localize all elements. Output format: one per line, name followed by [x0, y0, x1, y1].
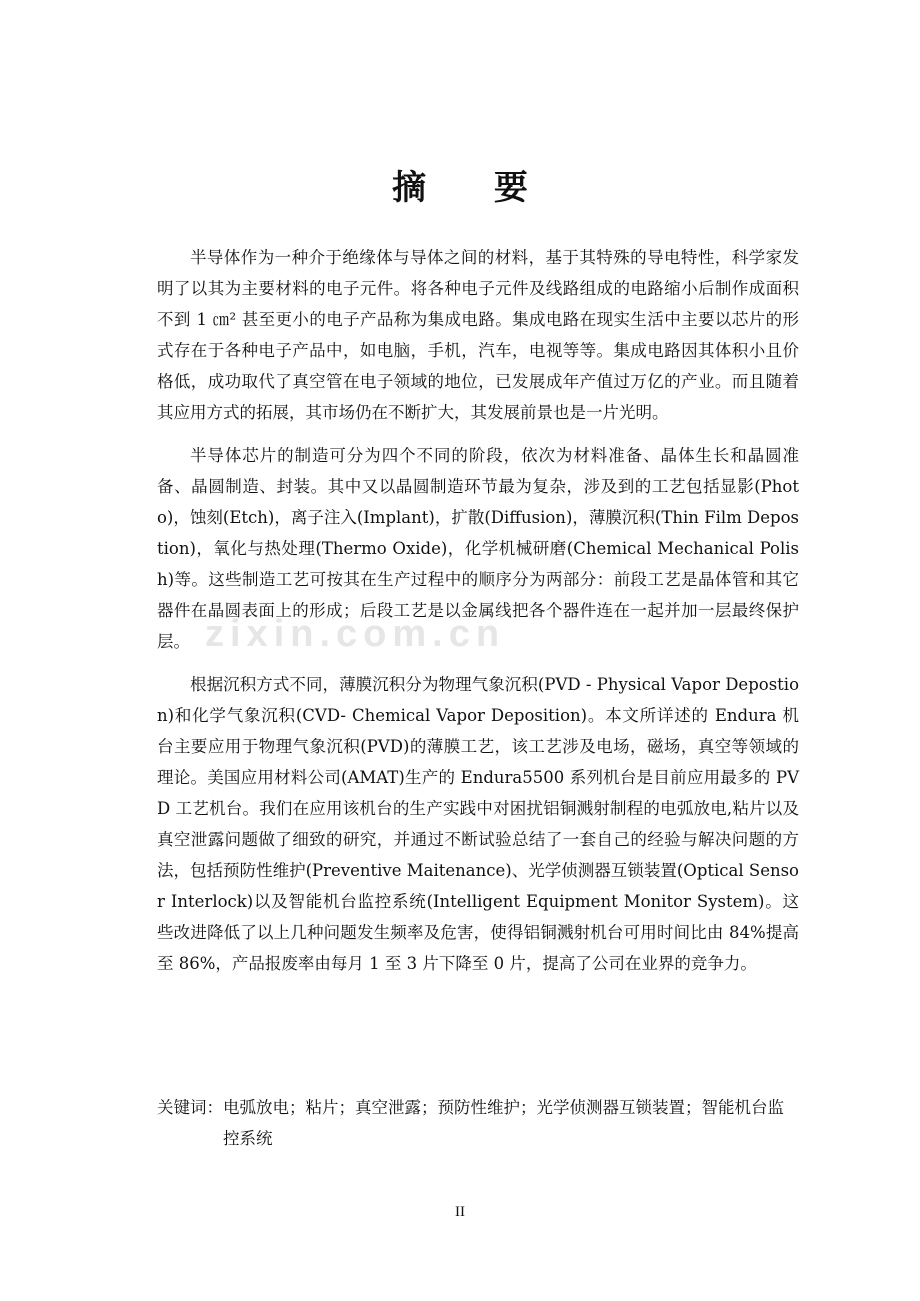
abstract-paragraph-3: 根据沉积方式不同，薄膜沉积分为物理气象沉积(PVD - Physical Vapor Depostion)和化学气象沉积(CVD- Chemical Vapor Deposition)。本文所详述的 Endura 机台主要应用于物理气象沉积(PVD)的薄膜工艺，该工艺涉及电场，磁场，真空等领域的理论。美国应用材料公司(AMAT)生产的 Endura5500 系列机台是目前应用最多的 PVD 工艺机台。我们在应用该机台的生产实践中对困扰铝铜溅射制程的电弧放电,粘片以及真空泄露问题做了细致的研究，并通过不断试验总结了一套自己的经验与解决问题的方法，包括预防性维护(Preventive Maitenance)、光学侦测器互锁装置(Optical Sensor Interlock)以及智能机台监控系统(Intelligent Equipment Monitor System)。这些改进降低了以上几种问题发生频率及危害，使得铝铜溅射机台可用时间比由 84%提高至 86%，产品报废率由每月 1 至 3 片下降至 0 片，提高了公司在业界的竞争力。	[157, 675, 799, 973]
abstract-paragraph-1: 半导体作为一种介于绝缘体与导体之间的材料，基于其特殊的导电特性，科学家发明了以其为主要材料的电子元件。将各种电子元件及线路组成的电路缩小后制作成面积不到 1 ㎝² 甚至更小的电子产品称为集成电路。集成电路在现实生活中主要以芯片的形式存在于各种电子产品中，如电脑，手机，汽车，电视等等。集成电路因其体积小且价格低，成功取代了真空管在电子领域的地位，已发展成年产值过万亿的产业。而且随着其应用方式的拓展，其市场仍在不断扩大，其发展前景也是一片光明。	[157, 248, 799, 422]
page-number: II	[455, 1204, 465, 1220]
keywords-line: 关键词：电弧放电；粘片；真空泄露；预防性维护；光学侦测器互锁装置；智能机台监控系统	[157, 1098, 784, 1148]
watermark: zixin.com.cn	[205, 613, 506, 655]
abstract-paragraph-2: 半导体芯片的制造可分为四个不同的阶段，依次为材料准备、晶体生长和晶圆准备、晶圆制造、封装。其中又以晶圆制造环节最为复杂，涉及到的工艺包括显影(Photo)，蚀刻(Etch)，离子注入(Implant)，扩散(Diffusion)，薄膜沉积(Thin Film Depostion)，氧化与热处理(Thermo Oxide)，化学机械研磨(Chemical Mechanical Polish)等。这些制造工艺可按其在生产过程中的顺序分为两部分：前段工艺是晶体管和其它器件在晶圆表面上的形成；后段工艺是以金属线把各个器件连在一起并加一层最终保护层。	[157, 446, 799, 651]
abstract-body	[157, 242, 799, 991]
abstract-title: 摘 要	[392, 168, 556, 208]
